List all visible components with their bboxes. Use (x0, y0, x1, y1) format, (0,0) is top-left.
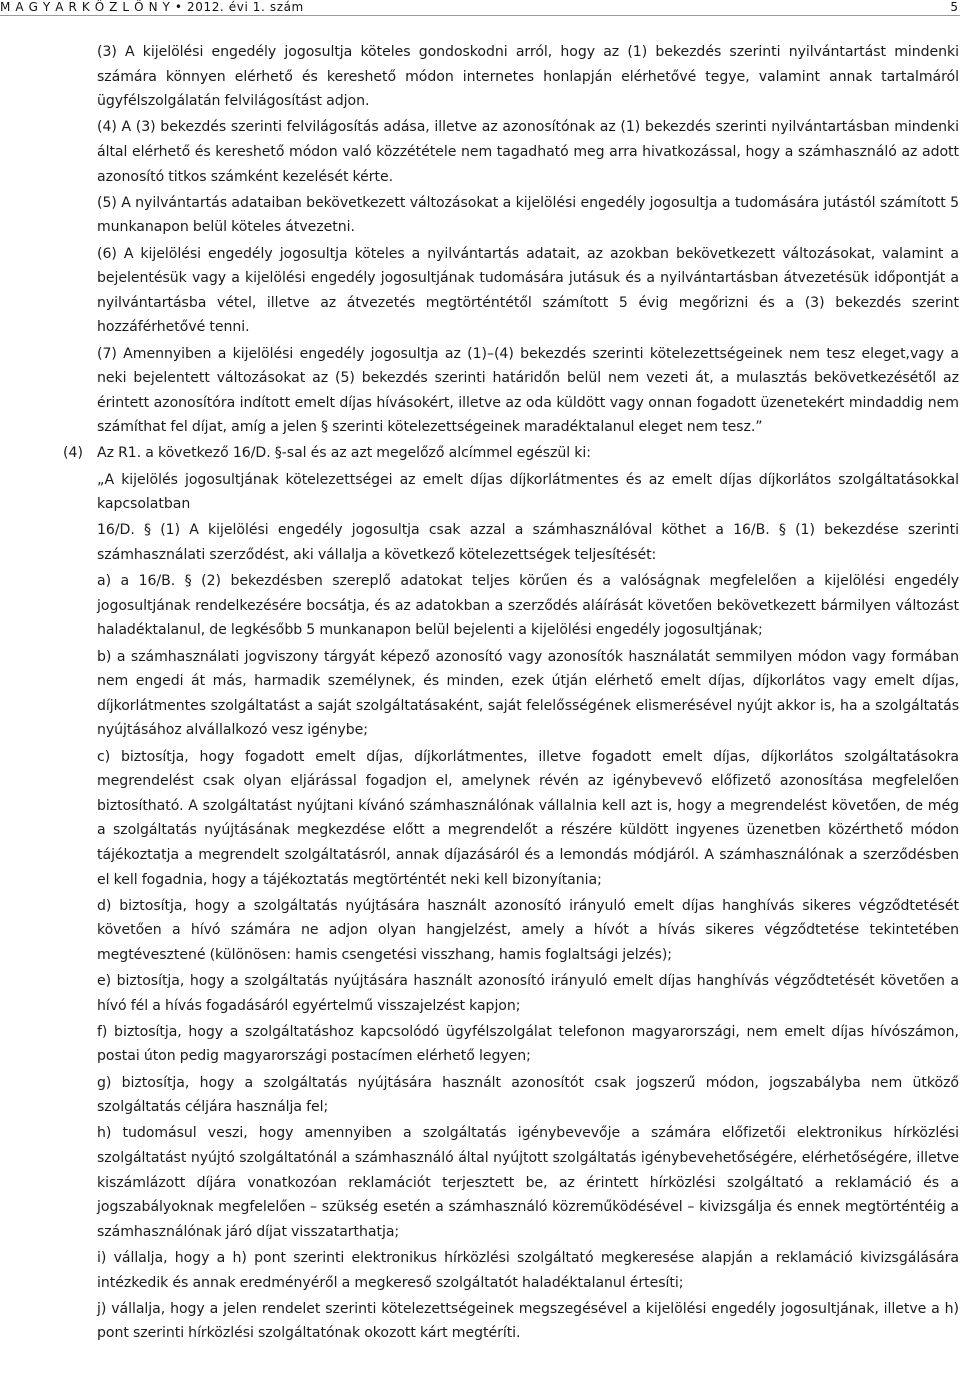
item-number: (4) (63, 445, 83, 462)
point-f: f) biztosítja, hogy a szolgáltatáshoz kapcsolódó ügyfélszolgálat telefonon magyarországi, nem emelt díjas hívószámon, postai úton pedig magyarországi postacímen elérhető legyen; (97, 1023, 959, 1065)
amendment-intro: Az R1. a következő 16/D. §-sal és az azt megelőző alcímmel egészül ki: (97, 445, 591, 462)
paragraph-6: (6) A kijelölési engedély jogosultja köteles a nyilvántartás adatait, az azokban bekövetkezett változásokat, valamint a bejelentésük vagy a kijelölési engedély jogosultjának tudomására jutásuk és a nyilvántartásban átvezetésük időpontját a nyilvántartásba vétel, illetve az átvezetés megtörténtétől számított 5 évig megőrizni és a (3) bekezdés szerint hozzáférhetővé tenni. (97, 245, 959, 336)
point-a: a) a 16/B. § (2) bekezdésben szereplő adatokat teljes körűen és a valóságnak megfelelően a kijelölési engedély jogosultjának rendelkezésére bocsátja, és az adatokban a szerződés aláírását követően bekövetkezett bármilyen változást haladéktalanul, de legkésőbb 5 munkanapon belül bejelenti a kijelölési engedély jogosultjának; (97, 573, 959, 639)
page-number: 5 (950, 0, 958, 14)
page-header (0, 0, 960, 16)
point-b: b) a számhasználati jogviszony tárgyát képező azonosító vagy azonosítók használatát semmilyen módon vagy formában nem engedi át más, harmadik személynek, és minden, ezek útján elérhető emelt díjas, díjkorlátos vagy emelt díjas, díjkorlátmentes szolgáltatást a saját szolgáltatásaként, saját felelősségének elismerésével nyújt akkor is, ha a szolgáltatás nyújtásához alvállalkozó vesz igénybe; (97, 648, 959, 739)
point-i: i) vállalja, hogy a h) pont szerinti elektronikus hírközlési szolgáltató megkeresése alapján a reklamáció kivizsgálására intézkedik és annak eredményéről a megkereső szolgáltatót haladéktalanul értesíti; (97, 1250, 959, 1291)
paragraph-3: (3) A kijelölési engedély jogosultja köteles gondoskodni arról, hogy az (1) bekezdés szerinti nyilvántartást mindenki számára könnyen elérhető és kereshető módon internetes honlapján elérhetővé tegye, valamint annak tartalmáról ügyfélszolgálatán felvilágosítást adjon. (97, 44, 959, 110)
paragraph-4: (4) A (3) bekezdés szerinti felvilágosítás adása, illetve az azonosítónak az (1) bekezdés szerinti nyilvántartásban mindenki által elérhető és kereshető módon való közzététele nem tagadható meg arra hivatkozással, hogy a számhasználó az adott azonosító titkos számként kezelését kérte. (97, 119, 959, 185)
point-d: d) biztosítja, hogy a szolgáltatás nyújtására használt azonosító irányuló emelt díjas hanghívás sikeres végződtetését követően a hívó számára ne adjon olyan hangjelzést, amely a hívót a hívás sikeres végződtetése tekintetében megtévesztené (különösen: hamis csengetési visszhang, hamis foglaltsági jelzés); (97, 897, 959, 963)
point-j: j) vállalja, hogy a jelen rendelet szerinti kötelezettségeinek megszegésével a kijelölési engedély jogosultjának, illetve a h) pont szerinti hírközlési szolgáltatónak okozott kárt megtéríti. (97, 1300, 959, 1342)
amendment-item-4 (63, 441, 959, 466)
subtitle-paragraph: „A kijelölés jogosultjának kötelezettségei az emelt díjas díjkorlátmentes és az emelt díjas díjkorlátos szolgáltatásokkal kapcsolatban (97, 471, 959, 513)
point-c: c) biztosítja, hogy fogadott emelt díjas, díjkorlátmentes, illetve fogadott emelt díjas, díjkorlátos szolgáltatásokra megrendelést csak olyan eljárással fogadjon el, amelynek révén az igénybevevő előfizető azonosítása megfelelően biztosítható. A szolgáltatást nyújtani kívánó számhasználónak vállalnia kell azt is, hogy a megrendelést követően, de még a szolgáltatás nyújtásának megkezdése előtt a megrendelőt a részére küldött ingyenes üzenetben közérthető módon tájékoztatja a megrendelt szolgáltatásról, annak díjazásáról és a lemondás módjáról. A számhasználónak a szerződésben el kell fogadnia, hogy a tájékoztatás megtörténtét neki kell bizonyítania; (97, 748, 959, 888)
document-body (63, 40, 959, 1348)
point-g: g) biztosítja, hogy a szolgáltatás nyújtására használt azonosítót csak jogszerű módon, jogszabályba nem ütköző szolgáltatás céljára használja fel; (97, 1074, 959, 1116)
header-rule (0, 15, 960, 16)
point-h: h) tudomásul veszi, hogy amennyiben a szolgáltatás igénybevevője a számára előfizetői elektronikus hírközlési szolgáltatást nyújtó szolgáltatónál a számhasználó által nyújtott szolgáltatás igénybevehetőségére, elérhetőségére, illetve kiszámlázott díjára vonatkozóan reklamációt terjesztett be, az érintett hírközlési szolgáltató a reklamáció és a jogszabályoknak megfelelően – szükség esetén a számhasználó közreműködésével – kivizsgálja és ennek megtörténtéig a számhasználónak járó díjat visszatarthatja; (97, 1125, 959, 1240)
journal-running-title: M A G Y A R K Ö Z L Ö N Y • 2012. évi 1. szám (0, 0, 304, 14)
paragraph-5: (5) A nyilvántartás adataiban bekövetkezett változásokat a kijelölési engedély jogosultja a tudomására jutástól számított 5 munkanapon belül köteles átvezetni. (97, 194, 959, 236)
section-16d-1: 16/D. § (1) A kijelölési engedély jogosultja csak azzal a számhasználóval köthet a 16/B. § (1) bekezdése szerinti számhasználati szerződést, aki vállalja a következő kötelezettségek teljesítését: (97, 522, 959, 564)
paragraph-7: (7) Amennyiben a kijelölési engedély jogosultja az (1)–(4) bekezdés szerinti kötelezettségeinek nem tesz eleget,vagy a neki bejelentett változásokat az (5) bekezdés szerinti határidőn belül nem vezeti át, a mulasztás bekövetkezésétől az érintett azonosítóra indított emelt díjas hívásokért, illetve az oda küldött vagy onnan fogadott üzenetekért mindaddig nem számíthat fel díjat, amíg a jelen § szerinti kötelezettségeinek maradéktalanul eleget nem tesz.” (97, 345, 959, 436)
point-e: e) biztosítja, hogy a szolgáltatás nyújtására használt azonosító irányuló emelt díjas hanghívás végződtetését követően a hívó fél a hívás fogadásáról egyértelmű visszajelzést kapjon; (97, 973, 959, 1014)
